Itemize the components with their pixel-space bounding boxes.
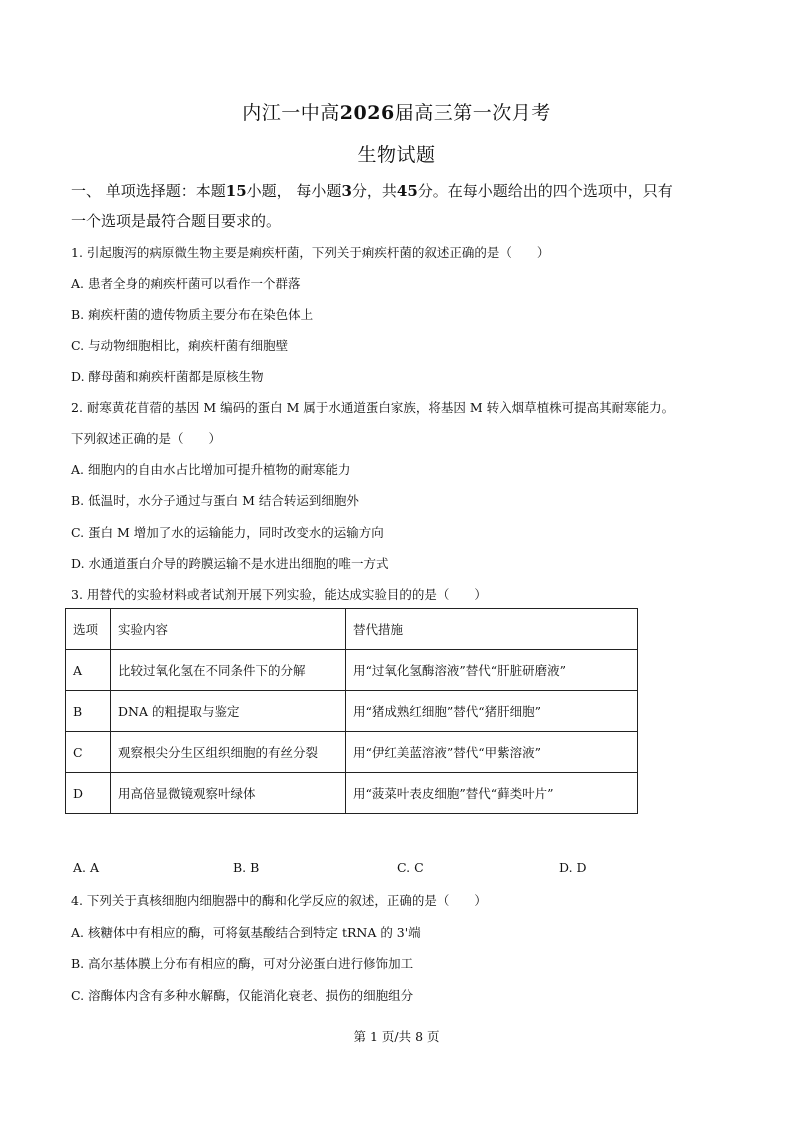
q4-stem: 4. 下列关于真核细胞内细胞器中的酶和化学反应的叙述，正确的是（ ） [71,893,487,908]
q2-stem-line2: 下列叙述正确的是（ ） [71,431,222,446]
q3-answer-a: A. A [73,860,100,875]
table-header-row [66,609,638,650]
table-cell: B [66,691,111,732]
instr-text-c: 分，共 [351,182,397,200]
q4-option-a: A. 核糖体中有相应的酶，可将氨基酸结合到特定 tRNA 的 3'端 [71,925,421,940]
q3-answer-c: C. C [397,860,424,875]
table-header-cell: 选项 [66,609,111,650]
instr-text-a: 一、 单项选择题：本题 [71,182,226,200]
title-school: 内江一中高 [242,102,340,124]
table-header-cell: 替代措施 [346,609,638,650]
title-exam-name: 届高三第一次月考 [394,102,551,124]
table-cell: DNA 的粗提取与鉴定 [111,691,346,732]
section-instruction-line2: 一个选项是最符合题目要求的。 [71,212,282,230]
q2-stem-line1: 2. 耐寒黄花苜蓿的基因 M 编码的蛋白 M 属于水通道蛋白家族，将基因 M 转入烟草植株可提高其耐寒能力。 [71,400,675,415]
q4-option-c: C. 溶酶体内含有多种水解酶，仅能消化衰老、损伤的细胞组分 [71,988,414,1003]
table-cell: C [66,732,111,773]
instr-points-total: 45 [396,182,418,200]
instr-question-count: 15 [225,182,247,200]
table-cell: 用“猪成熟红细胞”替代“猪肝细胞” [346,691,638,732]
table-cell: 用“菠菜叶表皮细胞”替代“藓类叶片” [346,773,638,814]
exam-subtitle: 生物试题 [357,144,436,166]
table-row [66,650,638,691]
q2-option-a: A. 细胞内的自由水占比增加可提升植物的耐寒能力 [71,462,351,477]
q2-option-b: B. 低温时，水分子通过与蛋白 M 结合转运到细胞外 [71,493,359,508]
title-year: 2026 [339,102,395,124]
q2-option-c: C. 蛋白 M 增加了水的运输能力，同时改变水的运输方向 [71,525,384,540]
instr-text-d: 分。在每小题给出的四个选项中，只有 [417,182,673,200]
q3-table [65,608,638,814]
table-cell: 用“过氧化氢酶溶液”替代“肝脏研磨液” [346,650,638,691]
table-cell: 用“伊红美蓝溶液”替代“甲紫溶液” [346,732,638,773]
table-header-cell: 实验内容 [111,609,346,650]
q3-stem: 3. 用替代的实验材料或者试剂开展下列实验，能达成实验目的的是（ ） [71,587,487,602]
exam-title [0,98,793,125]
q1-option-a: A. 患者全身的痢疾杆菌可以看作一个群落 [71,276,301,291]
q1-option-b: B. 痢疾杆菌的遗传物质主要分布在染色体上 [71,307,314,322]
table-row [66,732,638,773]
instr-text-b: 小题， 每小题 [246,182,342,200]
page-footer: 第 1 页/共 8 页 [353,1029,440,1044]
q3-answer-b: B. B [233,860,260,875]
table-cell: 观察根尖分生区组织细胞的有丝分裂 [111,732,346,773]
table-cell: 用高倍显微镜观察叶绿体 [111,773,346,814]
q1-stem: 1. 引起腹泻的病原微生物主要是痢疾杆菌，下列关于痢疾杆菌的叙述正确的是（ ） [71,245,550,260]
table-row [66,773,638,814]
q1-option-d: D. 酵母菌和痢疾杆菌都是原核生物 [71,369,264,384]
table-row [66,691,638,732]
q4-option-b: B. 高尔基体膜上分布有相应的酶，可对分泌蛋白进行修饰加工 [71,956,414,971]
q1-option-c: C. 与动物细胞相比，痢疾杆菌有细胞壁 [71,338,289,353]
q3-answer-d: D. D [559,860,587,875]
instr-points-each: 3 [341,182,352,200]
section-instruction-line1 [71,180,673,201]
table-cell: D [66,773,111,814]
table-cell: A [66,650,111,691]
q2-option-d: D. 水通道蛋白介导的跨膜运输不是水进出细胞的唯一方式 [71,556,389,571]
table-cell: 比较过氧化氢在不同条件下的分解 [111,650,346,691]
